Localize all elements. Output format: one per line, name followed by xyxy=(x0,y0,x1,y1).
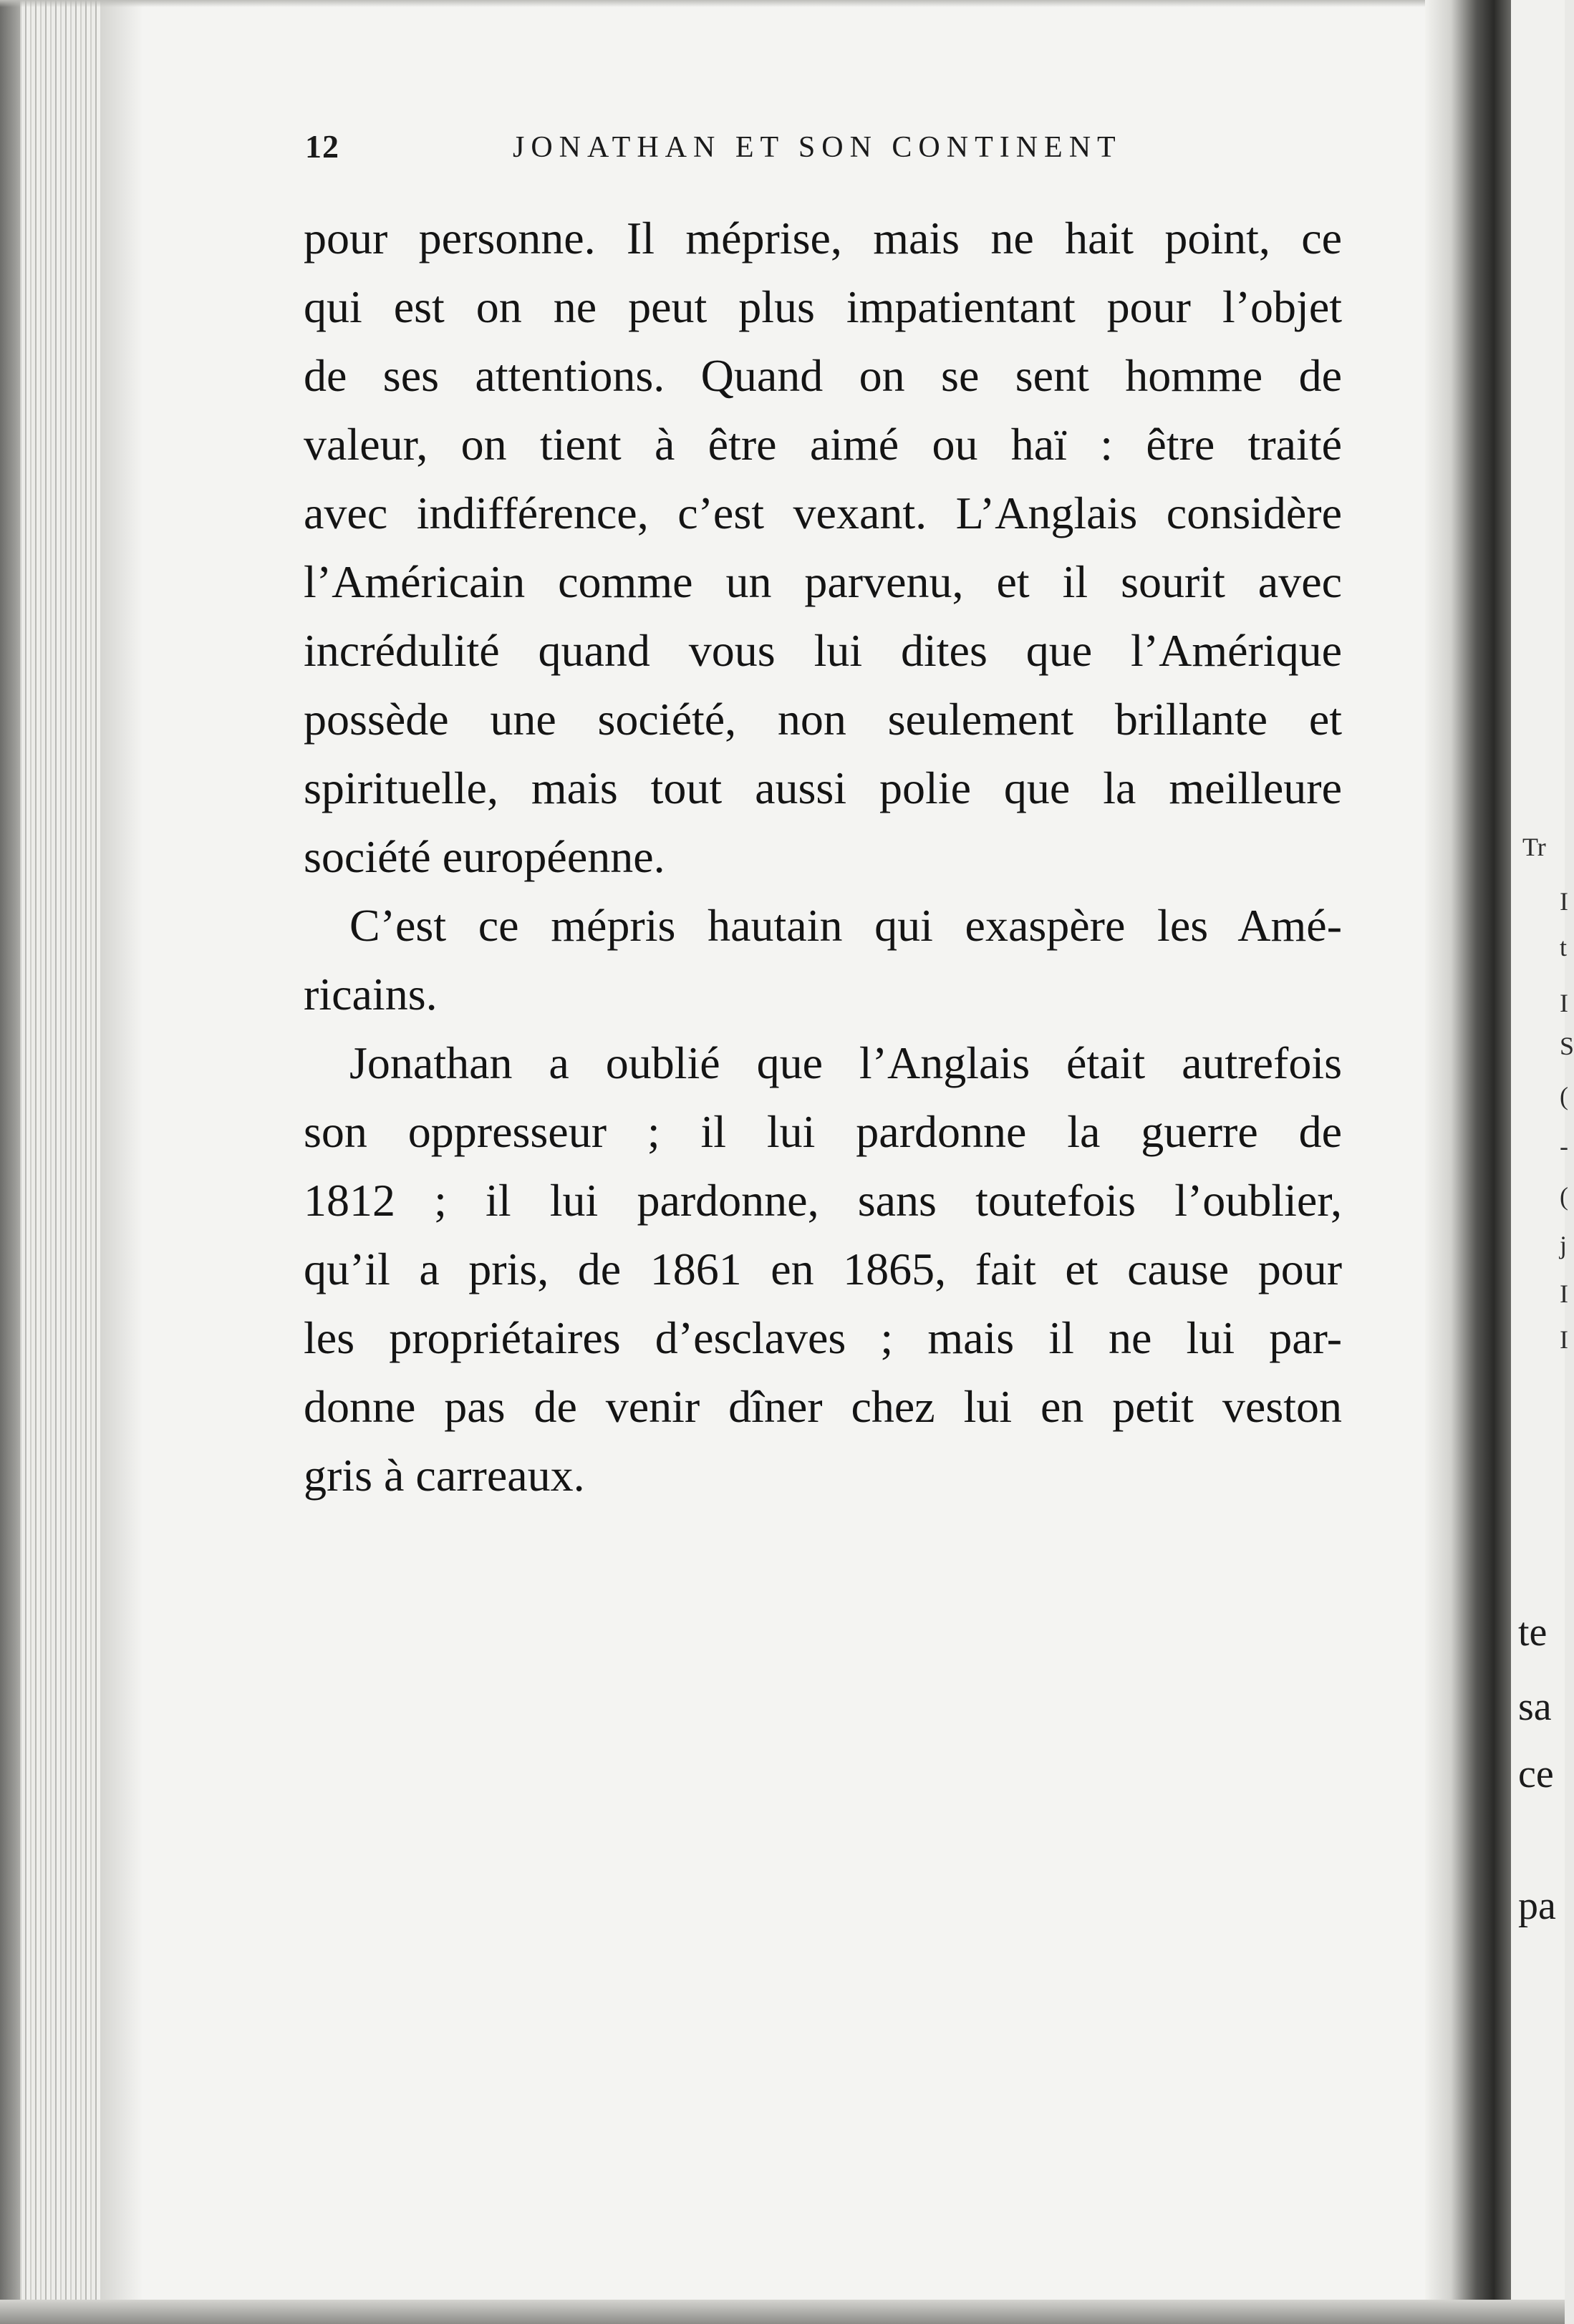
facing-fragment: sa xyxy=(1518,1685,1552,1729)
text-line: de ses attentions. Quand on se sent homme de xyxy=(304,350,1342,401)
running-title: JONATHAN ET SON CONTINENT xyxy=(513,131,1122,164)
running-header xyxy=(305,127,1336,170)
text-line: qui est on ne peut plus impatientant pour l’objet xyxy=(304,281,1342,332)
left-edge-fade xyxy=(100,0,143,2324)
facing-fragment: pa xyxy=(1518,1884,1556,1928)
facing-fragment: j xyxy=(1560,1231,1568,1259)
bottom-edge-shadow xyxy=(0,2300,1565,2324)
text-line: les propriétaires d’esclaves ; mais il ne lui par- xyxy=(304,1312,1342,1363)
text-line: spirituelle, mais tout aussi polie que la meilleure xyxy=(304,762,1342,813)
text-line: 1812 ; il lui pardonne, sans toutefois l’oublier, xyxy=(304,1175,1342,1226)
text-line: société européenne. xyxy=(304,831,665,882)
facing-fragment: I xyxy=(1560,989,1568,1017)
facing-fragment: I xyxy=(1560,1279,1568,1308)
page-number: 12 xyxy=(305,128,339,165)
top-edge-shadow xyxy=(0,0,1565,7)
text-line: avec indifférence, c’est vexant. L’Anglais considère xyxy=(304,488,1342,538)
facing-fragment: I xyxy=(1560,887,1568,916)
text-line: incrédulité quand vous lui dites que l’Amérique xyxy=(304,625,1342,676)
body-text xyxy=(304,204,1342,1510)
book-gutter xyxy=(1425,0,1511,2324)
text-line: possède une société, non seulement brillante et xyxy=(304,694,1342,745)
text-line: son oppresseur ; il lui pardonne la guerre de xyxy=(304,1106,1342,1157)
binding-shadow-left xyxy=(0,0,20,2324)
facing-page-edge xyxy=(1511,0,1574,2324)
text-line: qu’il a pris, de 1861 en 1865, fait et cause pour xyxy=(304,1244,1342,1294)
facing-fragment: ( xyxy=(1560,1182,1568,1211)
facing-fragment: te xyxy=(1518,1610,1548,1655)
facing-fragment: Tr xyxy=(1522,833,1546,861)
text-line: C’est ce mépris hautain qui exaspère les Amé- xyxy=(349,900,1342,951)
facing-fragment: I xyxy=(1560,1325,1568,1354)
text-line: gris à carreaux. xyxy=(304,1450,585,1501)
text-line: donne pas de venir dîner chez lui en petit veston xyxy=(304,1381,1342,1432)
text-line: ricains. xyxy=(304,969,438,1020)
facing-fragment: - xyxy=(1560,1132,1568,1161)
text-line: valeur, on tient à être aimé ou haï : être traité xyxy=(304,419,1342,470)
text-line: pour personne. Il méprise, mais ne hait point, ce xyxy=(304,213,1342,263)
facing-fragment: ( xyxy=(1560,1082,1568,1110)
text-line: Jonathan a oublié que l’Anglais était autrefois xyxy=(349,1037,1342,1088)
text-line: l’Américain comme un parvenu, et il sourit avec xyxy=(304,556,1342,607)
facing-fragment: t xyxy=(1560,933,1568,962)
facing-fragment: ce xyxy=(1518,1752,1554,1796)
facing-fragment: S xyxy=(1560,1032,1574,1060)
